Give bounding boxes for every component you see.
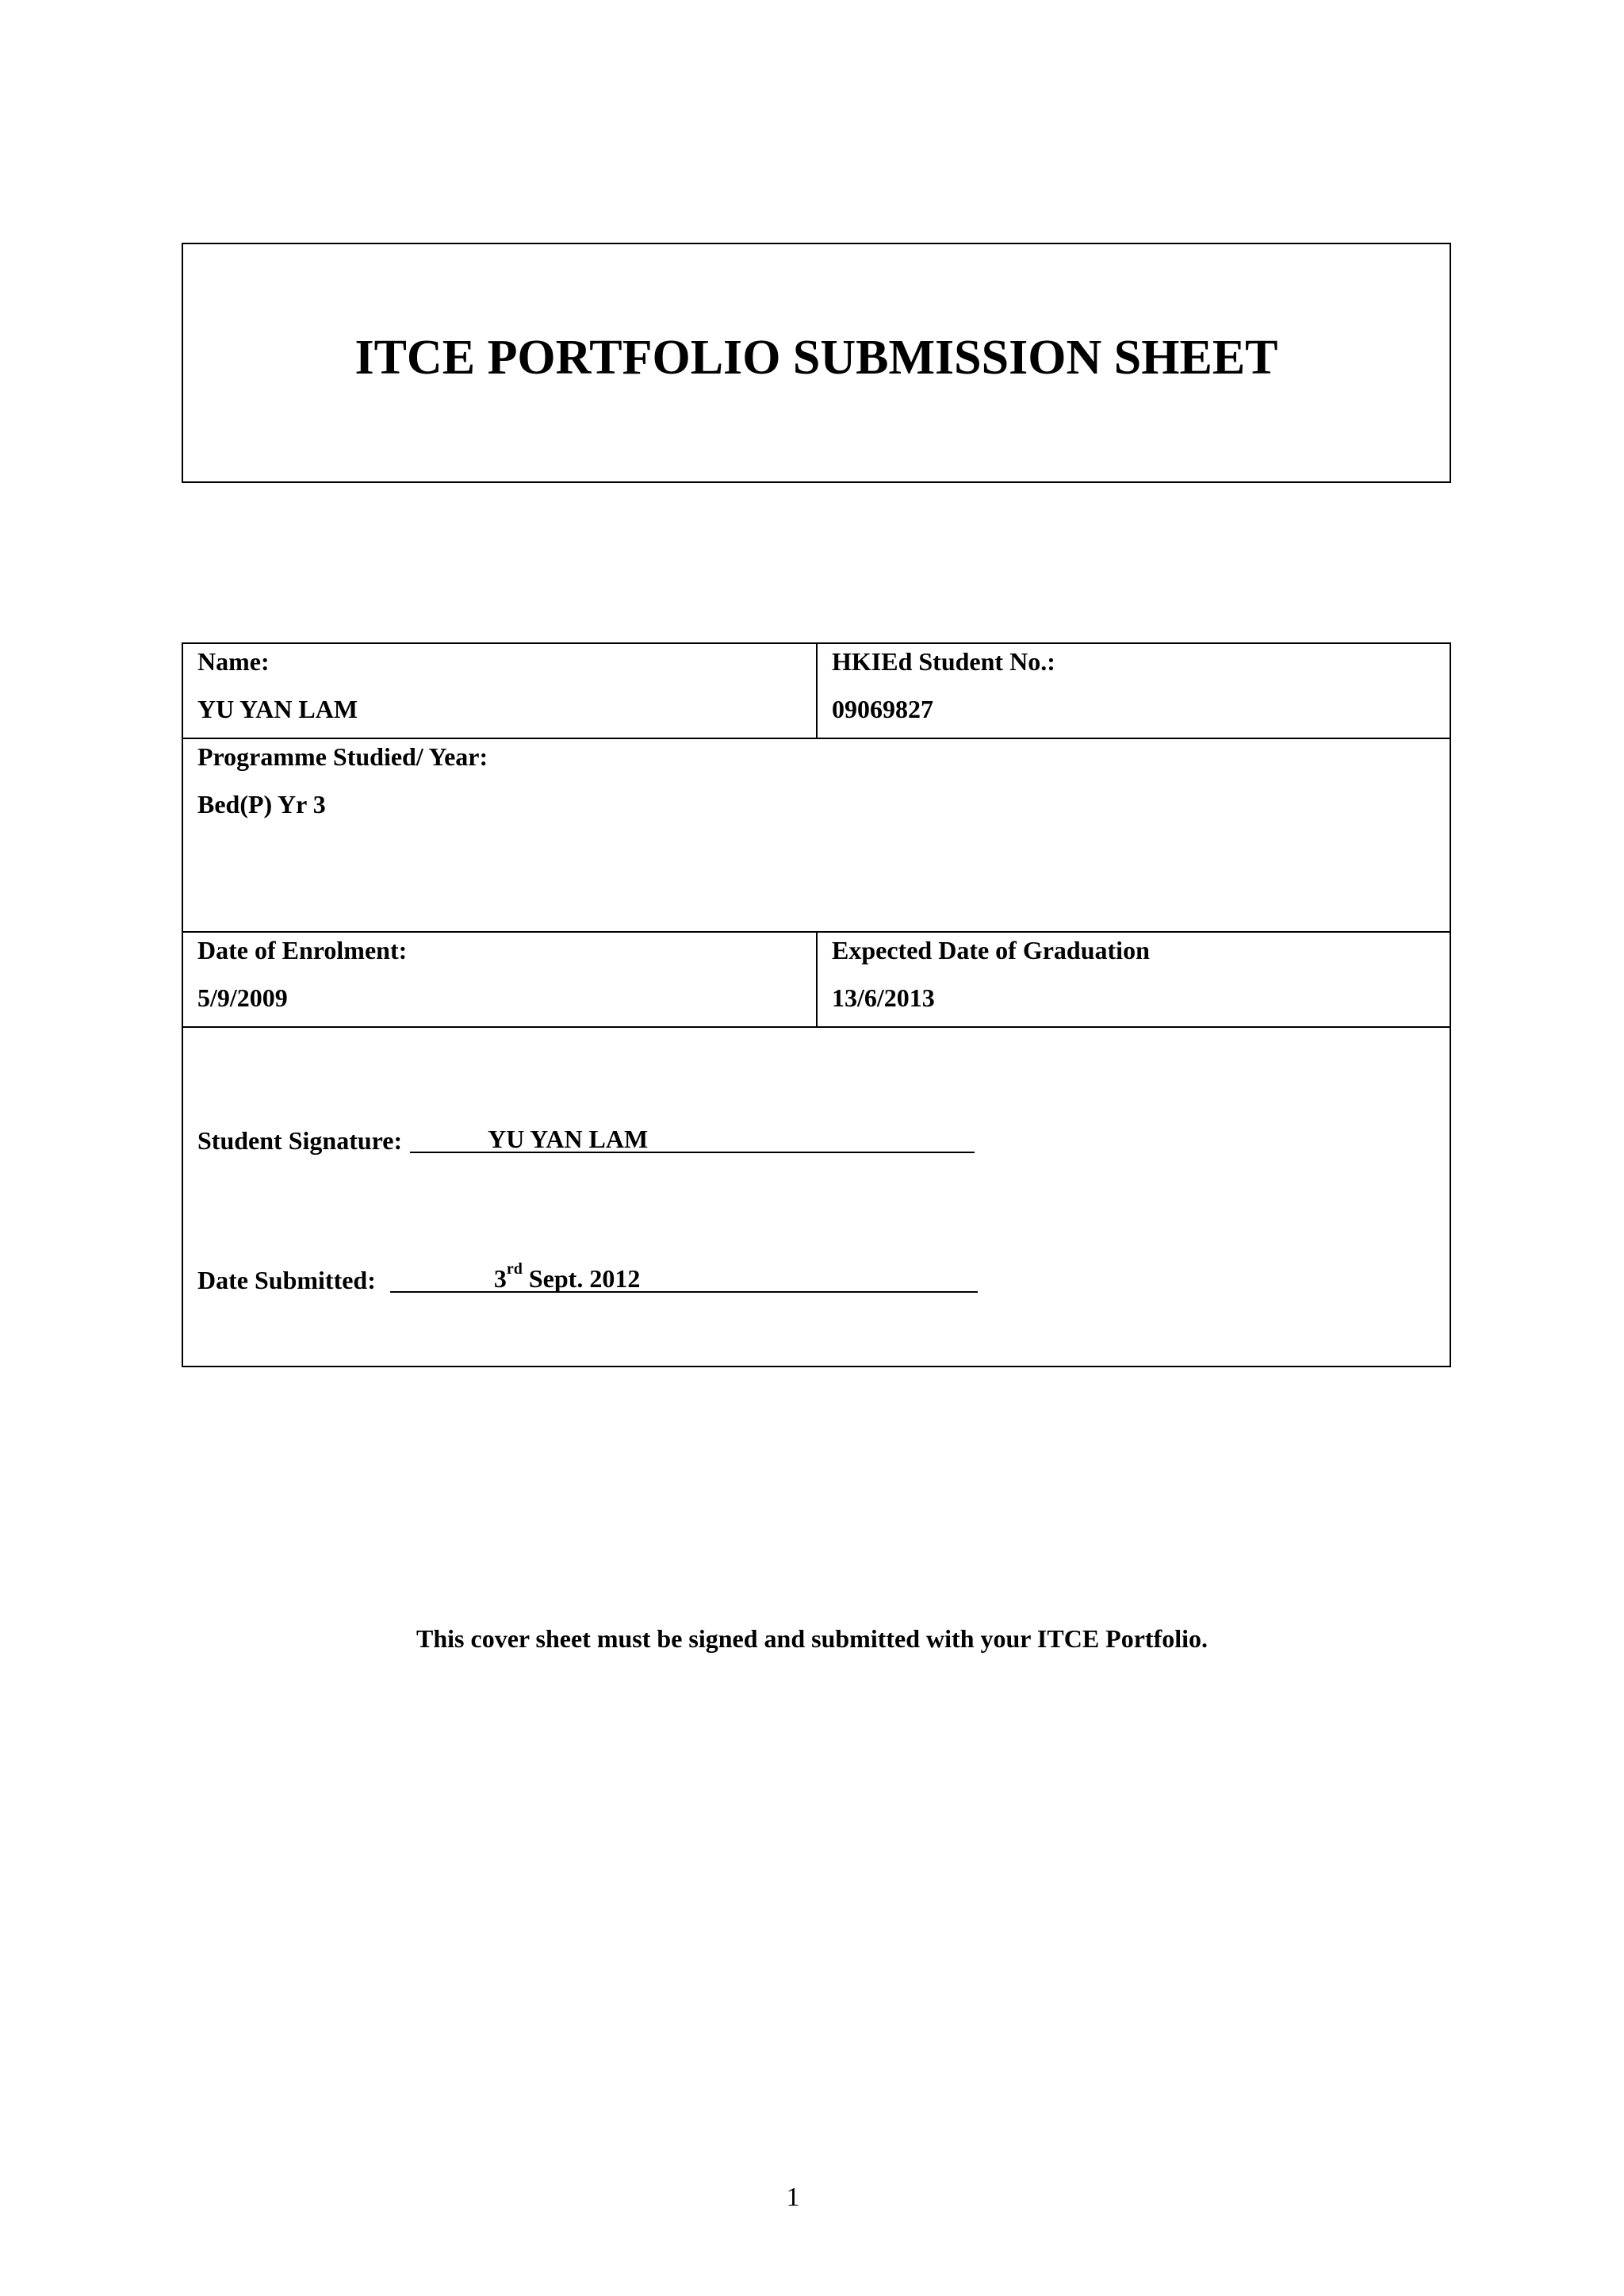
signature-label: Student Signature: bbox=[197, 1126, 403, 1155]
date-submitted-rest: Sept. 2012 bbox=[528, 1264, 641, 1293]
enrolment-value: 5/9/2009 bbox=[197, 983, 288, 1012]
graduation-cell bbox=[817, 932, 1450, 1027]
page-title: ITCE PORTFOLIO SUBMISSION SHEET bbox=[354, 331, 1278, 385]
enrolment-cell bbox=[182, 932, 817, 1027]
date-submitted-label: Date Submitted: bbox=[197, 1266, 376, 1294]
student-no-label: HKIEd Student No.: bbox=[832, 647, 1055, 676]
programme-cell bbox=[182, 738, 1450, 932]
date-submitted-ordinal: rd bbox=[506, 1260, 523, 1278]
date-submitted-line bbox=[197, 1260, 1435, 1294]
graduation-label: Expected Date of Graduation bbox=[832, 936, 1150, 964]
form-row-programme bbox=[182, 738, 1450, 932]
signature-field bbox=[410, 1126, 975, 1153]
enrolment-label: Date of Enrolment: bbox=[197, 936, 408, 964]
title-box bbox=[182, 243, 1451, 483]
signature-cell bbox=[182, 1027, 1450, 1366]
date-submitted-value bbox=[493, 1260, 641, 1293]
cover-sheet-notice: This cover sheet must be signed and submitted with your ITCE Portfolio. bbox=[416, 1624, 1208, 1653]
student-no-cell bbox=[817, 643, 1450, 738]
name-value: YU YAN LAM bbox=[197, 695, 358, 723]
submission-form bbox=[182, 642, 1451, 1367]
signature-value: YU YAN LAM bbox=[488, 1125, 649, 1153]
form-row-name bbox=[182, 643, 1450, 738]
form-row-signature bbox=[182, 1027, 1450, 1366]
signature-line bbox=[197, 1126, 1435, 1153]
name-cell bbox=[182, 643, 817, 738]
programme-label: Programme Studied/ Year: bbox=[197, 742, 488, 771]
name-label: Name: bbox=[197, 647, 270, 676]
date-submitted-field bbox=[390, 1260, 978, 1293]
graduation-value: 13/6/2013 bbox=[832, 983, 935, 1012]
form-row-dates bbox=[182, 932, 1450, 1027]
programme-value: Bed(P) Yr 3 bbox=[197, 790, 326, 818]
date-submitted-day: 3 bbox=[493, 1264, 507, 1293]
student-no-value: 09069827 bbox=[832, 695, 933, 723]
page-number: 1 bbox=[786, 2183, 800, 2212]
